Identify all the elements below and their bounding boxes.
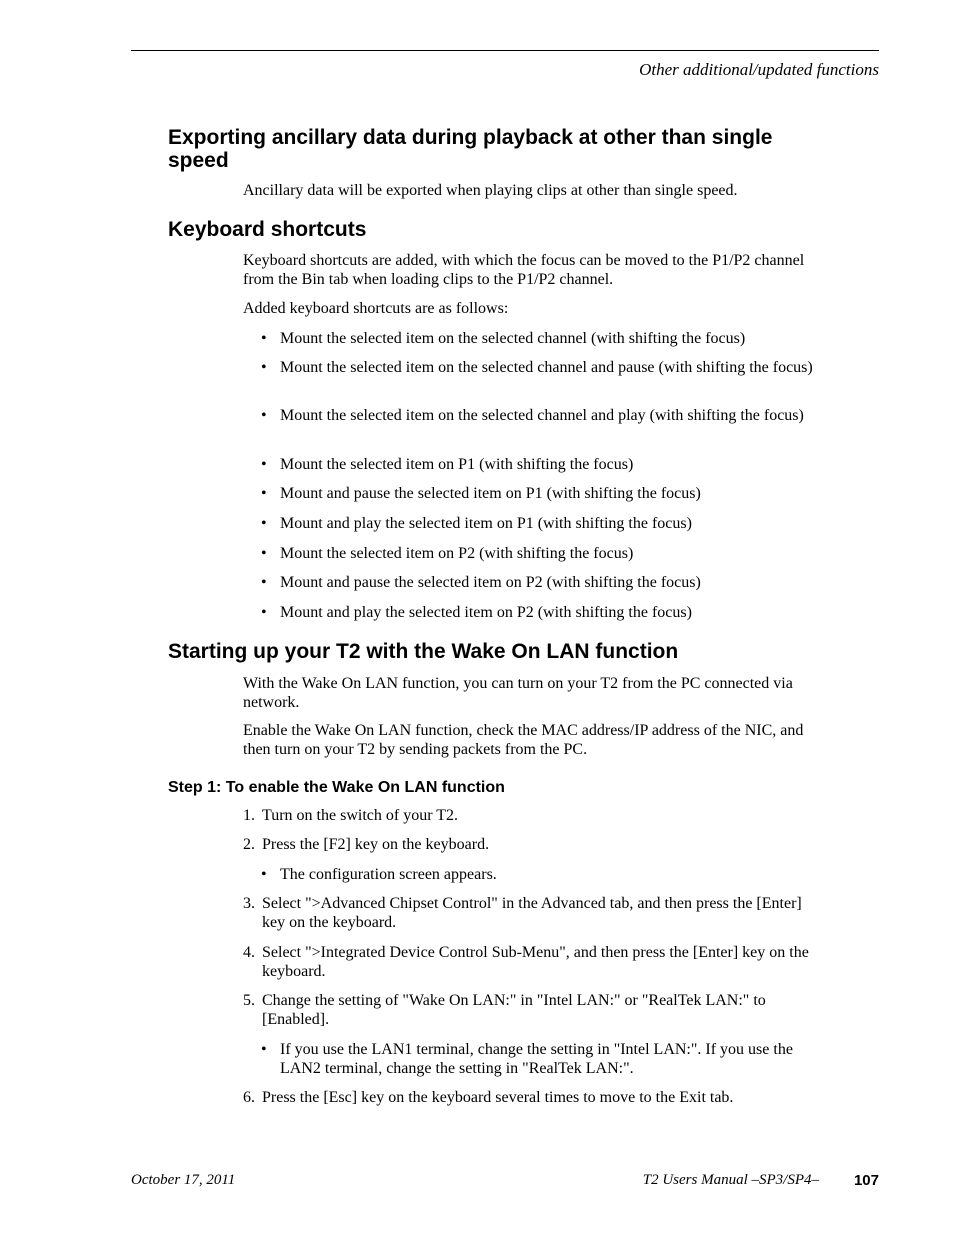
section-title-wol: Starting up your T2 with the Wake On LAN function (168, 640, 679, 663)
running-header: Other additional/updated functions (639, 60, 879, 79)
export-body: Ancillary data will be exported when playing clips at other than single speed. (243, 182, 738, 199)
footer-date: October 17, 2011 (131, 1172, 236, 1188)
shortcuts-intro: Keyboard shortcuts are added, with which the focus can be moved to the P1/P2 channel from the Bin tab when loading clips to the P1/P2 channel. (243, 252, 805, 288)
shortcuts-lead: Added keyboard shortcuts are as follows: (243, 300, 509, 317)
bullet-marker: • (261, 604, 267, 621)
bullet-marker: • (261, 515, 267, 532)
wol-para-1: With the Wake On LAN function, you can turn on your T2 from the PC connected via network. (243, 675, 793, 711)
bullet-marker: • (261, 456, 267, 473)
bullet-marker: • (261, 1041, 267, 1058)
wol-para-2: Enable the Wake On LAN function, check the MAC address/IP address of the NIC, and then turn on your T2 by sending packets from the PC. (243, 722, 804, 758)
bullet-marker: • (261, 407, 267, 424)
bullet-marker: • (261, 545, 267, 562)
section-title-export: Exporting ancillary data during playback at other than single speed (168, 126, 773, 172)
bullet-marker: • (261, 485, 267, 502)
bullet-marker: • (261, 866, 267, 883)
section-title-shortcuts: Keyboard shortcuts (168, 218, 367, 241)
footer-manual-title: T2 Users Manual –SP3/SP4– (642, 1172, 819, 1188)
bullet-marker: • (261, 359, 267, 376)
bullet-marker: • (261, 330, 267, 347)
bullet-marker: • (261, 574, 267, 591)
page-number: 107 (853, 1172, 879, 1189)
step-title: Step 1: To enable the Wake On LAN function (168, 779, 505, 796)
header-rule (131, 50, 879, 51)
